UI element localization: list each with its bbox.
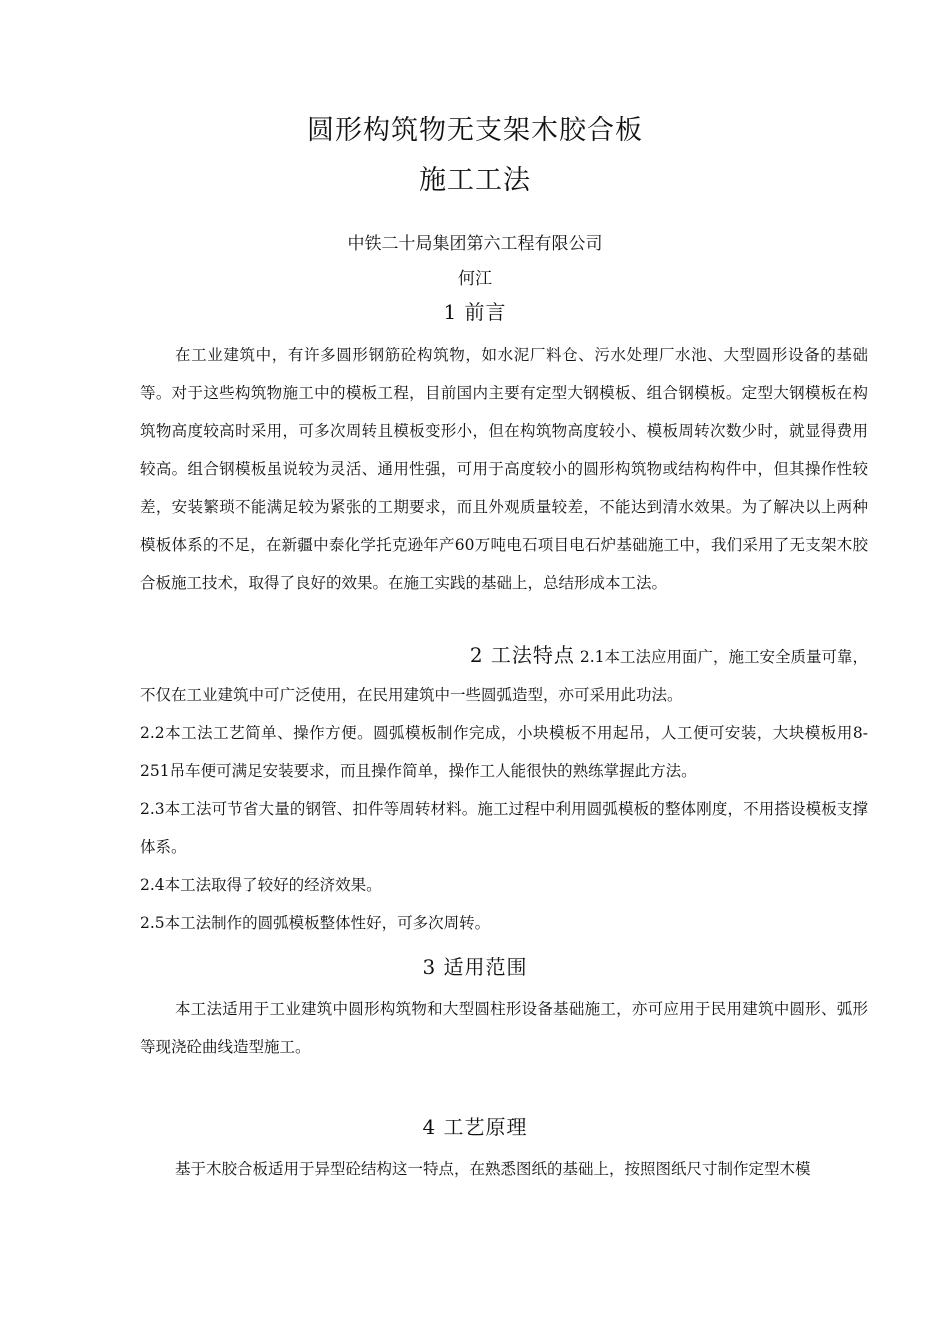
section-4-body: 基于木胶合板适用于异型砼结构这一特点，在熟悉图纸的基础上，按照图纸尺寸制作定型木模	[175, 1160, 811, 1178]
section-2-item-3: 2.3本工法可节省大量的钢管、扣件等周转材料。施工过程中利用圆弧模板的整体刚度，不用搭设模板支撑体系。	[140, 800, 868, 856]
section-1-heading: 1 前言	[443, 300, 507, 324]
document-title-line1: 圆形构筑物无支架木胶合板	[307, 115, 643, 146]
section-2-heading: 2 工法特点	[469, 643, 575, 667]
section-2-first-line	[140, 636, 868, 676]
section-4-heading: 4 工艺原理	[422, 1115, 528, 1139]
author-name: 何江	[458, 269, 492, 289]
section-2-item-2: 2.2本工法工艺简单、操作方便。圆弧模板制作完成，小块模板不用起吊，人工便可安装，大块模板用8-251吊车便可满足安装要求，而且操作简单，操作工人能很快的熟练掌握此方法。	[140, 724, 868, 780]
section-2-item-1-start: 2.1本工法应用面广，施工安全质量可靠，	[579, 648, 868, 666]
section-1-body: 在工业建筑中，有许多圆形钢筋砼构筑物，如水泥厂料仓、污水处理厂水池、大型圆形设备的基础等。对于这些构筑物施工中的模板工程，目前国内主要有定型大钢模板、组合钢模板。定型大钢模板在构筑物高度较高时采用，可多次周转且模板变形小，但在构筑物高度较小、模板周转次数少时，就显得费用较高。组合钢模板虽说较为灵活、通用性强，可用于高度较小的圆形构筑物或结构构件中，但其操作性较差，安装繁琐不能满足较为紧张的工期要求，而且外观质量较差，不能达到清水效果。为了解决以上两种模板体系的不足，在新疆中泰化学托克逊年产60万吨电石项目电石炉基础施工中，我们采用了无支架木胶合板施工技术，取得了良好的效果。在施工实践的基础上，总结形成本工法。	[140, 346, 868, 592]
section-2-item-4: 2.4本工法取得了较好的经济效果。	[140, 876, 382, 894]
section-3-heading: 3 适用范围	[422, 955, 528, 979]
document-title-line2: 施工工法	[419, 165, 531, 196]
section-2-item-1-rest: 不仅在工业建筑中可广泛使用，在民用建筑中一些圆弧造型，亦可采用此功法。	[140, 686, 683, 704]
section-3-body: 本工法适用于工业建筑中圆形构筑物和大型圆柱形设备基础施工，亦可应用于民用建筑中圆形、弧形等现浇砼曲线造型施工。	[140, 1000, 868, 1056]
section-2-item-5: 2.5本工法制作的圆弧模板整体性好，可多次周转。	[140, 914, 491, 932]
company-name: 中铁二十局集团第六工程有限公司	[347, 234, 603, 254]
